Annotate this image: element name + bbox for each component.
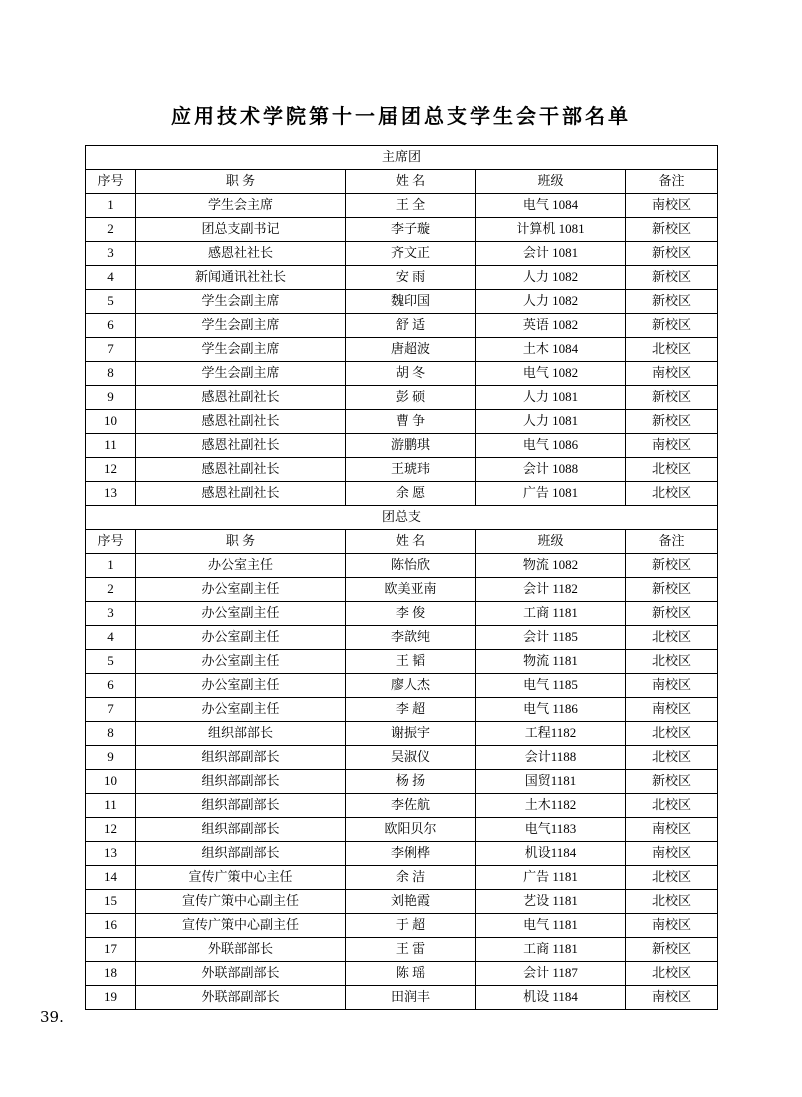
- section-heading: 团总支: [86, 506, 718, 530]
- column-header: 职 务: [136, 530, 346, 554]
- table-cell: 电气1183: [476, 818, 626, 842]
- table-cell: 办公室副主任: [136, 626, 346, 650]
- table-cell: 5: [86, 650, 136, 674]
- table-cell: 组织部副部长: [136, 794, 346, 818]
- table-cell: 学生会副主席: [136, 338, 346, 362]
- table-cell: 新校区: [626, 386, 718, 410]
- table-row: [86, 314, 718, 338]
- column-header: 班级: [476, 170, 626, 194]
- column-header-row: [86, 530, 718, 554]
- table-cell: 刘艳霞: [346, 890, 476, 914]
- table-cell: 6: [86, 314, 136, 338]
- column-header: 备注: [626, 170, 718, 194]
- table-cell: 游鹏琪: [346, 434, 476, 458]
- table-row: [86, 722, 718, 746]
- table-cell: 北校区: [626, 482, 718, 506]
- table-cell: 人力 1082: [476, 266, 626, 290]
- table-cell: 陈怡欣: [346, 554, 476, 578]
- table-cell: 欧美亚南: [346, 578, 476, 602]
- table-cell: 王 雷: [346, 938, 476, 962]
- table-cell: 北校区: [626, 650, 718, 674]
- table-cell: 12: [86, 818, 136, 842]
- table-cell: 会计 1187: [476, 962, 626, 986]
- table-row: [86, 962, 718, 986]
- table-cell: 8: [86, 362, 136, 386]
- table-cell: 英语 1082: [476, 314, 626, 338]
- column-header: 序号: [86, 170, 136, 194]
- table-cell: 1: [86, 554, 136, 578]
- table-cell: 彭 硕: [346, 386, 476, 410]
- table-cell: 北校区: [626, 866, 718, 890]
- table-cell: 13: [86, 842, 136, 866]
- table-cell: 北校区: [626, 338, 718, 362]
- table-cell: 北校区: [626, 722, 718, 746]
- column-header: 职 务: [136, 170, 346, 194]
- table-cell: 11: [86, 434, 136, 458]
- table-cell: 人力 1081: [476, 386, 626, 410]
- table-cell: 新校区: [626, 770, 718, 794]
- table-cell: 学生会主席: [136, 194, 346, 218]
- table-cell: 北校区: [626, 746, 718, 770]
- table-cell: 安 雨: [346, 266, 476, 290]
- table-cell: 艺设 1181: [476, 890, 626, 914]
- table-cell: 国贸1181: [476, 770, 626, 794]
- table-cell: 办公室副主任: [136, 674, 346, 698]
- table-row: [86, 770, 718, 794]
- table-cell: 18: [86, 962, 136, 986]
- table-cell: 计算机 1081: [476, 218, 626, 242]
- table-cell: 宣传广策中心主任: [136, 866, 346, 890]
- table-row: [86, 242, 718, 266]
- table-cell: 广告 1181: [476, 866, 626, 890]
- table-cell: 曹 争: [346, 410, 476, 434]
- table-row: [86, 482, 718, 506]
- table-cell: 16: [86, 914, 136, 938]
- table-cell: 感恩社社长: [136, 242, 346, 266]
- table-cell: 会计 1088: [476, 458, 626, 482]
- table-row: [86, 194, 718, 218]
- cadre-roster-table: [85, 145, 718, 1010]
- table-cell: 新校区: [626, 578, 718, 602]
- table-row: [86, 914, 718, 938]
- table-cell: 3: [86, 602, 136, 626]
- table-cell: 17: [86, 938, 136, 962]
- table-cell: 陈 瑶: [346, 962, 476, 986]
- table-row: [86, 458, 718, 482]
- table-cell: 9: [86, 746, 136, 770]
- table-cell: 感恩社副社长: [136, 434, 346, 458]
- table-row: [86, 410, 718, 434]
- table-cell: 4: [86, 626, 136, 650]
- table-cell: 会计 1081: [476, 242, 626, 266]
- table-cell: 9: [86, 386, 136, 410]
- table-cell: 舒 适: [346, 314, 476, 338]
- table-row: [86, 626, 718, 650]
- table-cell: 新校区: [626, 410, 718, 434]
- table-cell: 余 洁: [346, 866, 476, 890]
- table-cell: 13: [86, 482, 136, 506]
- table-cell: 南校区: [626, 194, 718, 218]
- table-cell: 王琥玮: [346, 458, 476, 482]
- table-row: [86, 338, 718, 362]
- table-cell: 外联部部长: [136, 938, 346, 962]
- column-header: 备注: [626, 530, 718, 554]
- table-cell: 会计1188: [476, 746, 626, 770]
- column-header-row: [86, 170, 718, 194]
- table-cell: 北校区: [626, 794, 718, 818]
- table-cell: 新校区: [626, 242, 718, 266]
- column-header: 姓 名: [346, 530, 476, 554]
- table-cell: 1: [86, 194, 136, 218]
- table-cell: 余 愿: [346, 482, 476, 506]
- table-cell: 办公室副主任: [136, 650, 346, 674]
- table-cell: 电气 1086: [476, 434, 626, 458]
- table-cell: 组织部副部长: [136, 842, 346, 866]
- table-cell: 新校区: [626, 938, 718, 962]
- table-cell: 李俐桦: [346, 842, 476, 866]
- table-cell: 土木1182: [476, 794, 626, 818]
- table-cell: 南校区: [626, 698, 718, 722]
- table-row: [86, 698, 718, 722]
- table-cell: 电气 1186: [476, 698, 626, 722]
- table-cell: 办公室副主任: [136, 602, 346, 626]
- table-cell: 3: [86, 242, 136, 266]
- table-cell: 齐文正: [346, 242, 476, 266]
- table-cell: 王 韬: [346, 650, 476, 674]
- table-row: [86, 986, 718, 1010]
- table-row: [86, 674, 718, 698]
- table-cell: 李佐航: [346, 794, 476, 818]
- table-cell: 8: [86, 722, 136, 746]
- section-heading-row: [86, 506, 718, 530]
- table-cell: 2: [86, 218, 136, 242]
- table-cell: 7: [86, 338, 136, 362]
- table-cell: 南校区: [626, 362, 718, 386]
- table-cell: 19: [86, 986, 136, 1010]
- table-cell: 南校区: [626, 986, 718, 1010]
- table-row: [86, 602, 718, 626]
- table-cell: 胡 冬: [346, 362, 476, 386]
- table-cell: 新校区: [626, 314, 718, 338]
- table-cell: 机设 1184: [476, 986, 626, 1010]
- table-row: [86, 554, 718, 578]
- table-row: [86, 890, 718, 914]
- table-row: [86, 746, 718, 770]
- table-body: [86, 146, 718, 1010]
- table-cell: 南校区: [626, 434, 718, 458]
- table-cell: 6: [86, 674, 136, 698]
- table-cell: 土木 1084: [476, 338, 626, 362]
- table-cell: 南校区: [626, 842, 718, 866]
- table-row: [86, 794, 718, 818]
- table-cell: 新校区: [626, 266, 718, 290]
- table-cell: 办公室副主任: [136, 698, 346, 722]
- table-cell: 李 俊: [346, 602, 476, 626]
- table-cell: 李子璇: [346, 218, 476, 242]
- page-title: 应用技术学院第十一届团总支学生会干部名单: [171, 104, 631, 128]
- table-cell: 北校区: [626, 458, 718, 482]
- table-cell: 11: [86, 794, 136, 818]
- table-cell: 会计 1185: [476, 626, 626, 650]
- table-cell: 工商 1181: [476, 602, 626, 626]
- table-cell: 感恩社副社长: [136, 410, 346, 434]
- table-cell: 新校区: [626, 602, 718, 626]
- table-cell: 电气 1084: [476, 194, 626, 218]
- table-row: [86, 386, 718, 410]
- table-cell: 南校区: [626, 914, 718, 938]
- table-cell: 工商 1181: [476, 938, 626, 962]
- table-cell: 电气 1185: [476, 674, 626, 698]
- table-cell: 15: [86, 890, 136, 914]
- table-cell: 感恩社副社长: [136, 386, 346, 410]
- table-row: [86, 578, 718, 602]
- table-cell: 魏印国: [346, 290, 476, 314]
- section-heading-row: [86, 146, 718, 170]
- table-row: [86, 290, 718, 314]
- table-cell: 杨 扬: [346, 770, 476, 794]
- table-cell: 办公室主任: [136, 554, 346, 578]
- table-row: [86, 650, 718, 674]
- table-cell: 外联部副部长: [136, 986, 346, 1010]
- table-cell: 机设1184: [476, 842, 626, 866]
- table-cell: 工程1182: [476, 722, 626, 746]
- table-row: [86, 266, 718, 290]
- table-cell: 电气 1181: [476, 914, 626, 938]
- table-cell: 14: [86, 866, 136, 890]
- table-cell: 办公室副主任: [136, 578, 346, 602]
- table-cell: 10: [86, 770, 136, 794]
- table-cell: 新闻通讯社社长: [136, 266, 346, 290]
- table-cell: 学生会副主席: [136, 362, 346, 386]
- column-header: 班级: [476, 530, 626, 554]
- table-row: [86, 842, 718, 866]
- table-cell: 王 全: [346, 194, 476, 218]
- table-row: [86, 218, 718, 242]
- table-cell: 学生会副主席: [136, 290, 346, 314]
- table-cell: 感恩社副社长: [136, 458, 346, 482]
- table-cell: 12: [86, 458, 136, 482]
- table-cell: 北校区: [626, 962, 718, 986]
- table-cell: 宣传广策中心副主任: [136, 890, 346, 914]
- table-cell: 组织部副部长: [136, 770, 346, 794]
- table-cell: 南校区: [626, 818, 718, 842]
- table-cell: 学生会副主席: [136, 314, 346, 338]
- table-cell: 欧阳贝尔: [346, 818, 476, 842]
- table-cell: 李歆纯: [346, 626, 476, 650]
- table-cell: 新校区: [626, 554, 718, 578]
- table-cell: 电气 1082: [476, 362, 626, 386]
- table-cell: 4: [86, 266, 136, 290]
- table-cell: 组织部部长: [136, 722, 346, 746]
- table-cell: 物流 1181: [476, 650, 626, 674]
- table-cell: 北校区: [626, 890, 718, 914]
- table-cell: 物流 1082: [476, 554, 626, 578]
- table-row: [86, 938, 718, 962]
- table-cell: 团总支副书记: [136, 218, 346, 242]
- table-cell: 廖人杰: [346, 674, 476, 698]
- table-cell: 新校区: [626, 290, 718, 314]
- table-cell: 外联部副部长: [136, 962, 346, 986]
- table-cell: 吴淑仪: [346, 746, 476, 770]
- table-cell: 谢振宇: [346, 722, 476, 746]
- table-cell: 李 超: [346, 698, 476, 722]
- table-row: [86, 866, 718, 890]
- page-number: 39.: [40, 1008, 64, 1026]
- table-cell: 唐超波: [346, 338, 476, 362]
- table-cell: 组织部副部长: [136, 746, 346, 770]
- table-cell: 组织部副部长: [136, 818, 346, 842]
- table-cell: 7: [86, 698, 136, 722]
- table-cell: 感恩社副社长: [136, 482, 346, 506]
- table-cell: 10: [86, 410, 136, 434]
- table-cell: 广告 1081: [476, 482, 626, 506]
- table-cell: 会计 1182: [476, 578, 626, 602]
- column-header: 序号: [86, 530, 136, 554]
- table-cell: 田润丰: [346, 986, 476, 1010]
- table-cell: 宣传广策中心副主任: [136, 914, 346, 938]
- table-cell: 人力 1082: [476, 290, 626, 314]
- column-header: 姓 名: [346, 170, 476, 194]
- table-cell: 人力 1081: [476, 410, 626, 434]
- table-cell: 新校区: [626, 218, 718, 242]
- table-row: [86, 434, 718, 458]
- table-cell: 北校区: [626, 626, 718, 650]
- table-cell: 2: [86, 578, 136, 602]
- table-cell: 于 超: [346, 914, 476, 938]
- table-row: [86, 818, 718, 842]
- table-row: [86, 362, 718, 386]
- table-cell: 南校区: [626, 674, 718, 698]
- table-cell: 5: [86, 290, 136, 314]
- section-heading: 主席团: [86, 146, 718, 170]
